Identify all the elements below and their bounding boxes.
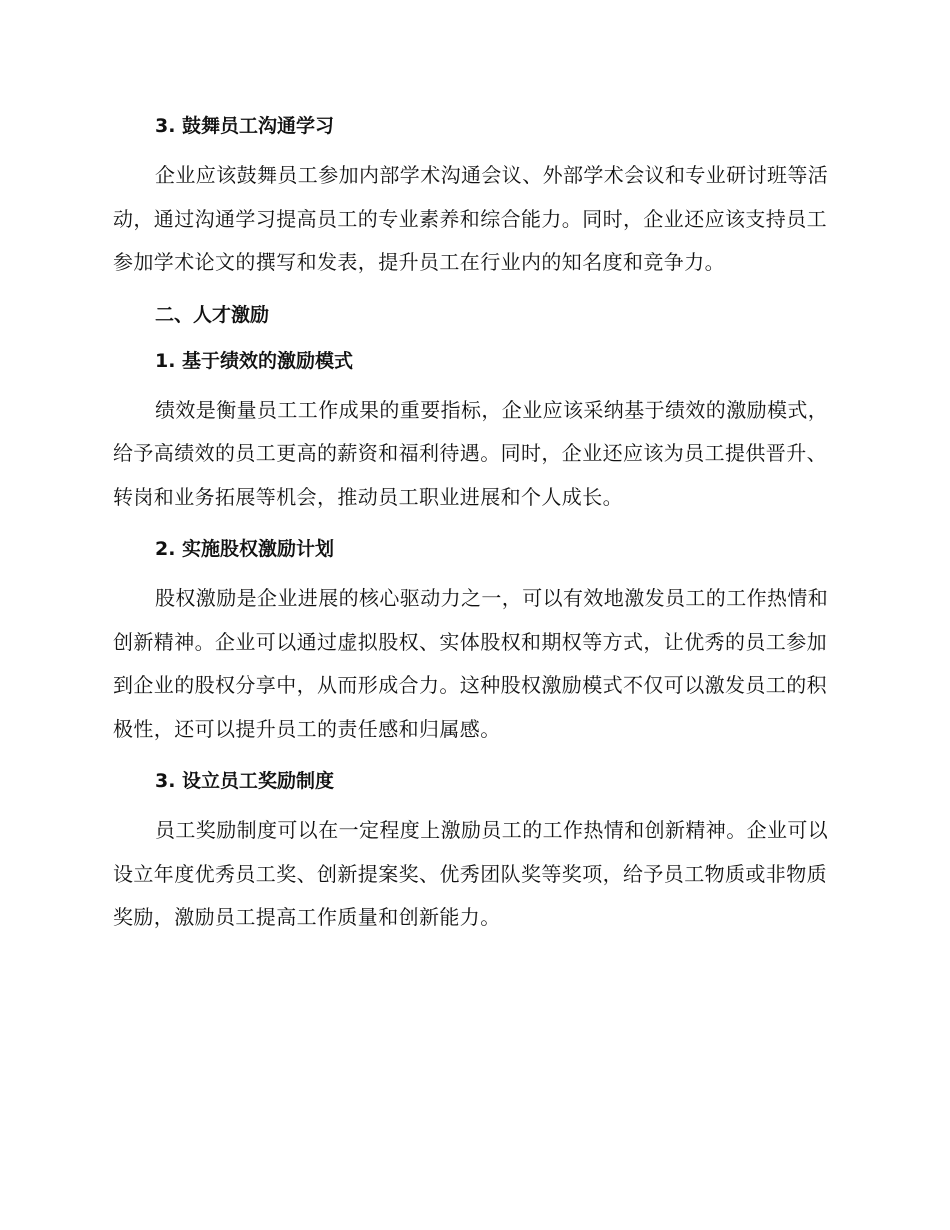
section-heading-encourage-learning: 3. 鼓舞员工沟通学习 <box>155 115 335 137</box>
paragraph-encourage-learning: 企业应该鼓舞员工参加内部学术沟通会议、外部学术会议和专业研讨班等活动，通过沟通学习提高员工的专业素养和综合能力。同时，企业还应该支持员工参加学术论文的撰写和发表，提升员工在行业内的知名度和竞争力。 <box>113 163 829 274</box>
chapter-heading-talent-incentive: 二、人才激励 <box>155 303 270 326</box>
paragraph-reward-system: 员工奖励制度可以在一定程度上激励员工的工作热情和创新精神。企业可以设立年度优秀员工奖、创新提案奖、优秀团队奖等奖项，给予员工物质或非物质奖励，激励员工提高工作质量和创新能力。 <box>113 818 829 929</box>
paragraph-equity-incentive: 股权激励是企业进展的核心驱动力之一，可以有效地激发员工的工作热情和创新精神。企业可以通过虚拟股权、实体股权和期权等方式，让优秀的员工参加到企业的股权分享中，从而形成合力。这种股权激励模式不仅可以激发员工的积极性，还可以提升员工的责任感和归属感。 <box>113 586 829 741</box>
section-heading-equity-incentive: 2. 实施股权激励计划 <box>155 538 335 560</box>
section-heading-performance-incentive: 1. 基于绩效的激励模式 <box>155 349 354 372</box>
paragraph-performance-incentive: 绩效是衡量员工工作成果的重要指标，企业应该采纳基于绩效的激励模式，给予高绩效的员工更高的薪资和福利待遇。同时，企业还应该为员工提供晋升、转岗和业务拓展等机会，推动员工职业进展和个人成长。 <box>113 397 829 509</box>
section-heading-reward-system: 3. 设立员工奖励制度 <box>155 770 335 792</box>
document-page <box>113 110 833 940</box>
